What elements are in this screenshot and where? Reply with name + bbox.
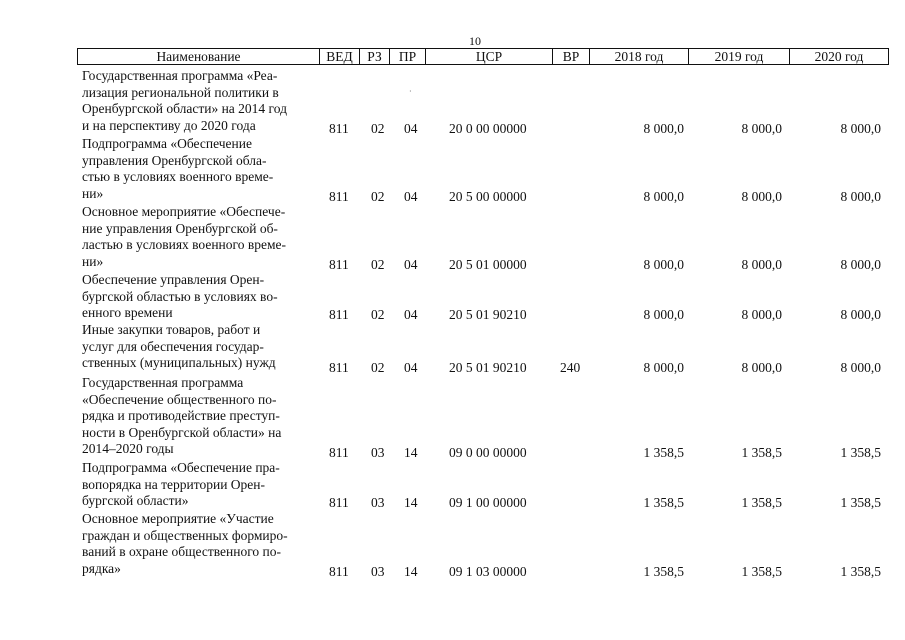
row-name-line: рядка» xyxy=(82,560,121,576)
row-name-line: Иные закупки товаров, работ и xyxy=(82,322,261,337)
row-name xyxy=(82,460,314,510)
row-name-line: ни» xyxy=(82,253,104,269)
row-name-line: услуг для обеспечения государ- xyxy=(82,338,264,354)
row-name xyxy=(82,136,314,202)
cell-csr: 20 5 01 00000 xyxy=(449,257,527,272)
cell-2018: 8 000,0 xyxy=(643,307,684,322)
row-name xyxy=(82,272,314,322)
cell-csr: 20 5 01 90210 xyxy=(449,307,527,322)
cell-vr: 240 xyxy=(560,360,581,375)
header-ved: ВЕД xyxy=(320,49,360,64)
row-name-line: управления Оренбургской обла- xyxy=(82,152,267,168)
row-name-line: ваний в охране общественного по- xyxy=(82,544,281,559)
cell-2018: 1 358,5 xyxy=(643,445,684,460)
cell-2020: 1 358,5 xyxy=(840,564,881,579)
row-name xyxy=(82,322,314,372)
cell-2019: 1 358,5 xyxy=(741,445,782,460)
cell-rz: 03 xyxy=(371,564,385,579)
cell-csr: 09 1 03 00000 xyxy=(449,564,527,579)
cell-2020: 8 000,0 xyxy=(840,360,881,375)
cell-pr: 14 xyxy=(404,564,418,579)
cell-rz: 02 xyxy=(371,257,385,272)
cell-ved: 811 xyxy=(329,307,349,322)
cell-rz: 02 xyxy=(371,360,385,375)
header-csr: ЦСР xyxy=(426,49,553,64)
cell-ved: 811 xyxy=(329,495,349,510)
page-number: 10 xyxy=(469,34,481,48)
header-rz: РЗ xyxy=(360,49,390,64)
cell-2020: 1 358,5 xyxy=(840,495,881,510)
row-name-line: ние управления Оренбургской об- xyxy=(82,220,278,236)
cell-2020: 1 358,5 xyxy=(840,445,881,460)
cell-2020: 8 000,0 xyxy=(840,307,881,322)
row-name-line: ственных (муниципальных) нужд xyxy=(82,355,276,370)
cell-csr: 20 0 00 00000 xyxy=(449,121,527,136)
row-name-line: Подпрограмма «Обеспечение пра- xyxy=(82,460,280,475)
cell-2018: 1 358,5 xyxy=(643,495,684,510)
row-name-line: лизация региональной политики в xyxy=(82,84,279,100)
cell-2020: 8 000,0 xyxy=(840,121,881,136)
row-name-line: Государственная программа xyxy=(82,375,244,390)
cell-2019: 8 000,0 xyxy=(741,307,782,322)
row-name-line: Основное мероприятие «Участие xyxy=(82,511,274,526)
header-name: Наименование xyxy=(78,49,320,64)
cell-2018: 8 000,0 xyxy=(643,121,684,136)
header-2020: 2020 год xyxy=(814,49,864,64)
cell-2019: 1 358,5 xyxy=(741,495,782,510)
row-name xyxy=(82,511,314,577)
cell-csr: 20 5 00 00000 xyxy=(449,189,527,204)
row-name-line: Обеспечение управления Орен- xyxy=(82,272,265,287)
cell-2019: 8 000,0 xyxy=(741,189,782,204)
row-name-line: енного времени xyxy=(82,305,173,320)
cell-ved: 811 xyxy=(329,445,349,460)
row-name-line: и на перспективу до 2020 года xyxy=(82,117,256,133)
cell-2018: 8 000,0 xyxy=(643,257,684,272)
cell-pr: 04 xyxy=(404,360,418,375)
cell-ved: 811 xyxy=(329,257,349,272)
cell-pr: 14 xyxy=(404,495,418,510)
row-name-line: Подпрограмма «Обеспечение xyxy=(82,136,252,151)
cell-csr: 09 1 00 00000 xyxy=(449,495,527,510)
cell-2019: 1 358,5 xyxy=(741,564,782,579)
row-name xyxy=(82,375,314,458)
row-name-line: бургской области» xyxy=(82,493,189,508)
cell-2019: 8 000,0 xyxy=(741,360,782,375)
table-header xyxy=(77,48,889,65)
row-name xyxy=(82,204,314,270)
cell-rz: 03 xyxy=(371,495,385,510)
cell-2018: 1 358,5 xyxy=(643,564,684,579)
row-name-line: вопорядка на территории Орен- xyxy=(82,476,266,492)
cell-rz: 02 xyxy=(371,121,385,136)
cell-rz: 02 xyxy=(371,189,385,204)
header-2018: 2018 год xyxy=(590,49,689,64)
row-name-line: ности в Оренбургской области» на xyxy=(82,424,282,440)
cell-ved: 811 xyxy=(329,360,349,375)
cell-2019: 8 000,0 xyxy=(741,257,782,272)
row-name-line: 2014–2020 годы xyxy=(82,441,174,456)
cell-2020: 8 000,0 xyxy=(840,257,881,272)
cell-2018: 8 000,0 xyxy=(643,360,684,375)
row-name-line: бургской областью в условиях во- xyxy=(82,288,278,304)
row-name-line: стью в условиях военного време- xyxy=(82,169,274,184)
cell-pr: 04 xyxy=(404,257,418,272)
row-name-line: «Обеспечение общественного по- xyxy=(82,391,277,407)
cell-pr: 04 xyxy=(404,189,418,204)
cell-ved: 811 xyxy=(329,564,349,579)
row-name-line: рядка и противодействие преступ- xyxy=(82,408,280,423)
header-2019: 2019 год xyxy=(689,49,790,64)
cell-csr: 09 0 00 00000 xyxy=(449,445,527,460)
cell-ved: 811 xyxy=(329,121,349,136)
cell-pr: 14 xyxy=(404,445,418,460)
scan-speck: · xyxy=(409,87,412,96)
row-name-line: Государственная программа «Реа- xyxy=(82,68,278,83)
cell-pr: 04 xyxy=(404,307,418,322)
cell-ved: 811 xyxy=(329,189,349,204)
cell-2019: 8 000,0 xyxy=(741,121,782,136)
header-vr: ВР xyxy=(553,49,590,64)
row-name-line: ни» xyxy=(82,185,104,201)
row-name-line: Оренбургской области» на 2014 год xyxy=(82,101,287,116)
row-name-line: ластью в условиях военного време- xyxy=(82,237,287,252)
row-name-line: граждан и общественных формиро- xyxy=(82,527,288,543)
row-name xyxy=(82,68,314,134)
cell-pr: 04 xyxy=(404,121,418,136)
cell-rz: 02 xyxy=(371,307,385,322)
cell-2018: 8 000,0 xyxy=(643,189,684,204)
cell-csr: 20 5 01 90210 xyxy=(449,360,527,375)
cell-2020: 8 000,0 xyxy=(840,189,881,204)
cell-rz: 03 xyxy=(371,445,385,460)
row-name-line: Основное мероприятие «Обеспече- xyxy=(82,204,286,219)
header-pr: ПР xyxy=(390,49,426,64)
